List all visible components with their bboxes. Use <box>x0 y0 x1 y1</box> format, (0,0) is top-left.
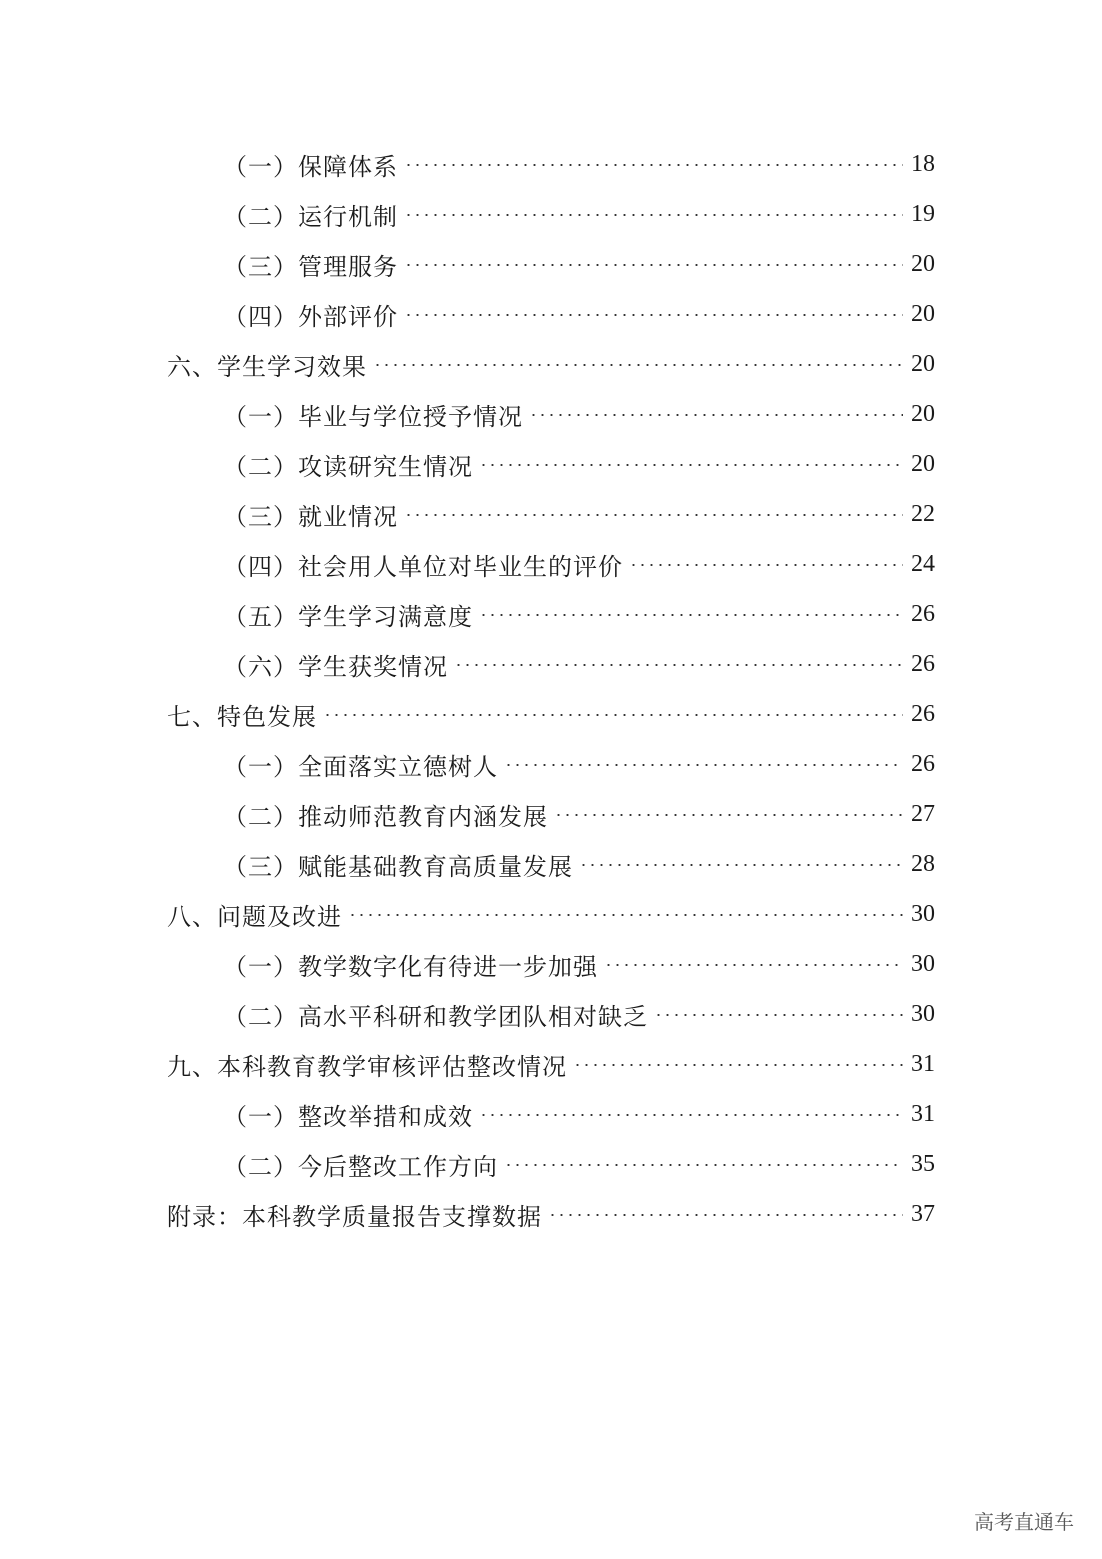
toc-section[interactable] <box>0 339 1102 389</box>
dot-leader <box>579 864 903 866</box>
toc-entry-page: 20 <box>911 300 935 327</box>
toc-section-label: 附录：本科教学质量报告支撑数据 <box>167 1202 542 1231</box>
toc-entry-page: 30 <box>911 1000 935 1027</box>
toc-section-label: 九、本科教育教学审核评估整改情况 <box>167 1052 567 1081</box>
toc-section-page: 26 <box>911 700 935 727</box>
dot-leader <box>373 364 903 366</box>
toc-entry[interactable] <box>0 589 1102 639</box>
toc-entry-page: 20 <box>911 450 935 477</box>
toc-entry-label: （一）全面落实立德树人 <box>223 752 498 781</box>
dot-leader <box>323 714 903 716</box>
table-of-contents <box>0 139 1102 1239</box>
toc-entry-label: （二）高水平科研和教学团队相对缺乏 <box>223 1002 648 1031</box>
toc-entry-label: （三）就业情况 <box>223 502 398 531</box>
dot-leader <box>404 514 903 516</box>
toc-section-label: 六、学生学习效果 <box>167 352 367 381</box>
toc-entry[interactable] <box>0 839 1102 889</box>
toc-entry-label: （三）赋能基础教育高质量发展 <box>223 852 573 881</box>
toc-entry-label: （一）保障体系 <box>223 152 398 181</box>
dot-leader <box>479 1114 903 1116</box>
toc-entry[interactable] <box>0 939 1102 989</box>
toc-entry-page: 20 <box>911 250 935 277</box>
toc-entry[interactable] <box>0 239 1102 289</box>
toc-section[interactable] <box>0 889 1102 939</box>
dot-leader <box>573 1064 903 1066</box>
dot-leader <box>604 964 903 966</box>
toc-entry[interactable] <box>0 139 1102 189</box>
toc-section-label: 八、问题及改进 <box>167 902 342 931</box>
toc-entry[interactable] <box>0 1089 1102 1139</box>
toc-entry[interactable] <box>0 189 1102 239</box>
toc-section-page: 30 <box>911 900 935 927</box>
dot-leader <box>504 1164 903 1166</box>
toc-entry-label: （二）推动师范教育内涵发展 <box>223 802 548 831</box>
toc-entry-page: 18 <box>911 150 935 177</box>
toc-entry[interactable] <box>0 789 1102 839</box>
toc-entry-label: （一）毕业与学位授予情况 <box>223 402 523 431</box>
toc-entry-page: 27 <box>911 800 935 827</box>
dot-leader <box>404 264 903 266</box>
toc-entry-label: （二）攻读研究生情况 <box>223 452 473 481</box>
dot-leader <box>404 164 903 166</box>
toc-entry-page: 31 <box>911 1100 935 1127</box>
toc-entry-page: 26 <box>911 650 935 677</box>
toc-entry-page: 26 <box>911 750 935 777</box>
toc-entry-page: 24 <box>911 550 935 577</box>
toc-entry-label: （一）整改举措和成效 <box>223 1102 473 1131</box>
toc-entry-label: （四）社会用人单位对毕业生的评价 <box>223 552 623 581</box>
toc-entry-label: （二）今后整改工作方向 <box>223 1152 498 1181</box>
toc-section-page: 37 <box>911 1200 935 1227</box>
dot-leader <box>654 1014 903 1016</box>
dot-leader <box>554 814 903 816</box>
dot-leader <box>529 414 903 416</box>
toc-entry-page: 26 <box>911 600 935 627</box>
toc-section-label: 七、特色发展 <box>167 702 317 731</box>
dot-leader <box>454 664 903 666</box>
watermark: 高考直通车 <box>974 1510 1074 1534</box>
toc-entry[interactable] <box>0 489 1102 539</box>
toc-entry[interactable] <box>0 739 1102 789</box>
toc-entry[interactable] <box>0 1139 1102 1189</box>
toc-entry-page: 30 <box>911 950 935 977</box>
toc-entry[interactable] <box>0 389 1102 439</box>
toc-section[interactable] <box>0 1039 1102 1089</box>
toc-section[interactable] <box>0 689 1102 739</box>
toc-entry-page: 20 <box>911 400 935 427</box>
toc-entry-label: （二）运行机制 <box>223 202 398 231</box>
toc-section[interactable] <box>0 1189 1102 1239</box>
dot-leader <box>479 614 903 616</box>
toc-entry[interactable] <box>0 989 1102 1039</box>
toc-entry-page: 28 <box>911 850 935 877</box>
dot-leader <box>348 914 903 916</box>
dot-leader <box>548 1214 903 1216</box>
toc-entry-label: （一）教学数字化有待进一步加强 <box>223 952 598 981</box>
dot-leader <box>479 464 903 466</box>
toc-entry-label: （六）学生获奖情况 <box>223 652 448 681</box>
toc-entry[interactable] <box>0 639 1102 689</box>
toc-entry-label: （四）外部评价 <box>223 302 398 331</box>
toc-entry-label: （三）管理服务 <box>223 252 398 281</box>
dot-leader <box>404 214 903 216</box>
dot-leader <box>504 764 903 766</box>
toc-entry-page: 35 <box>911 1150 935 1177</box>
toc-entry-page: 19 <box>911 200 935 227</box>
toc-entry-page: 22 <box>911 500 935 527</box>
toc-section-page: 20 <box>911 350 935 377</box>
dot-leader <box>629 564 903 566</box>
dot-leader <box>404 314 903 316</box>
toc-entry[interactable] <box>0 539 1102 589</box>
toc-section-page: 31 <box>911 1050 935 1077</box>
toc-entry-label: （五）学生学习满意度 <box>223 602 473 631</box>
toc-entry[interactable] <box>0 289 1102 339</box>
toc-entry[interactable] <box>0 439 1102 489</box>
